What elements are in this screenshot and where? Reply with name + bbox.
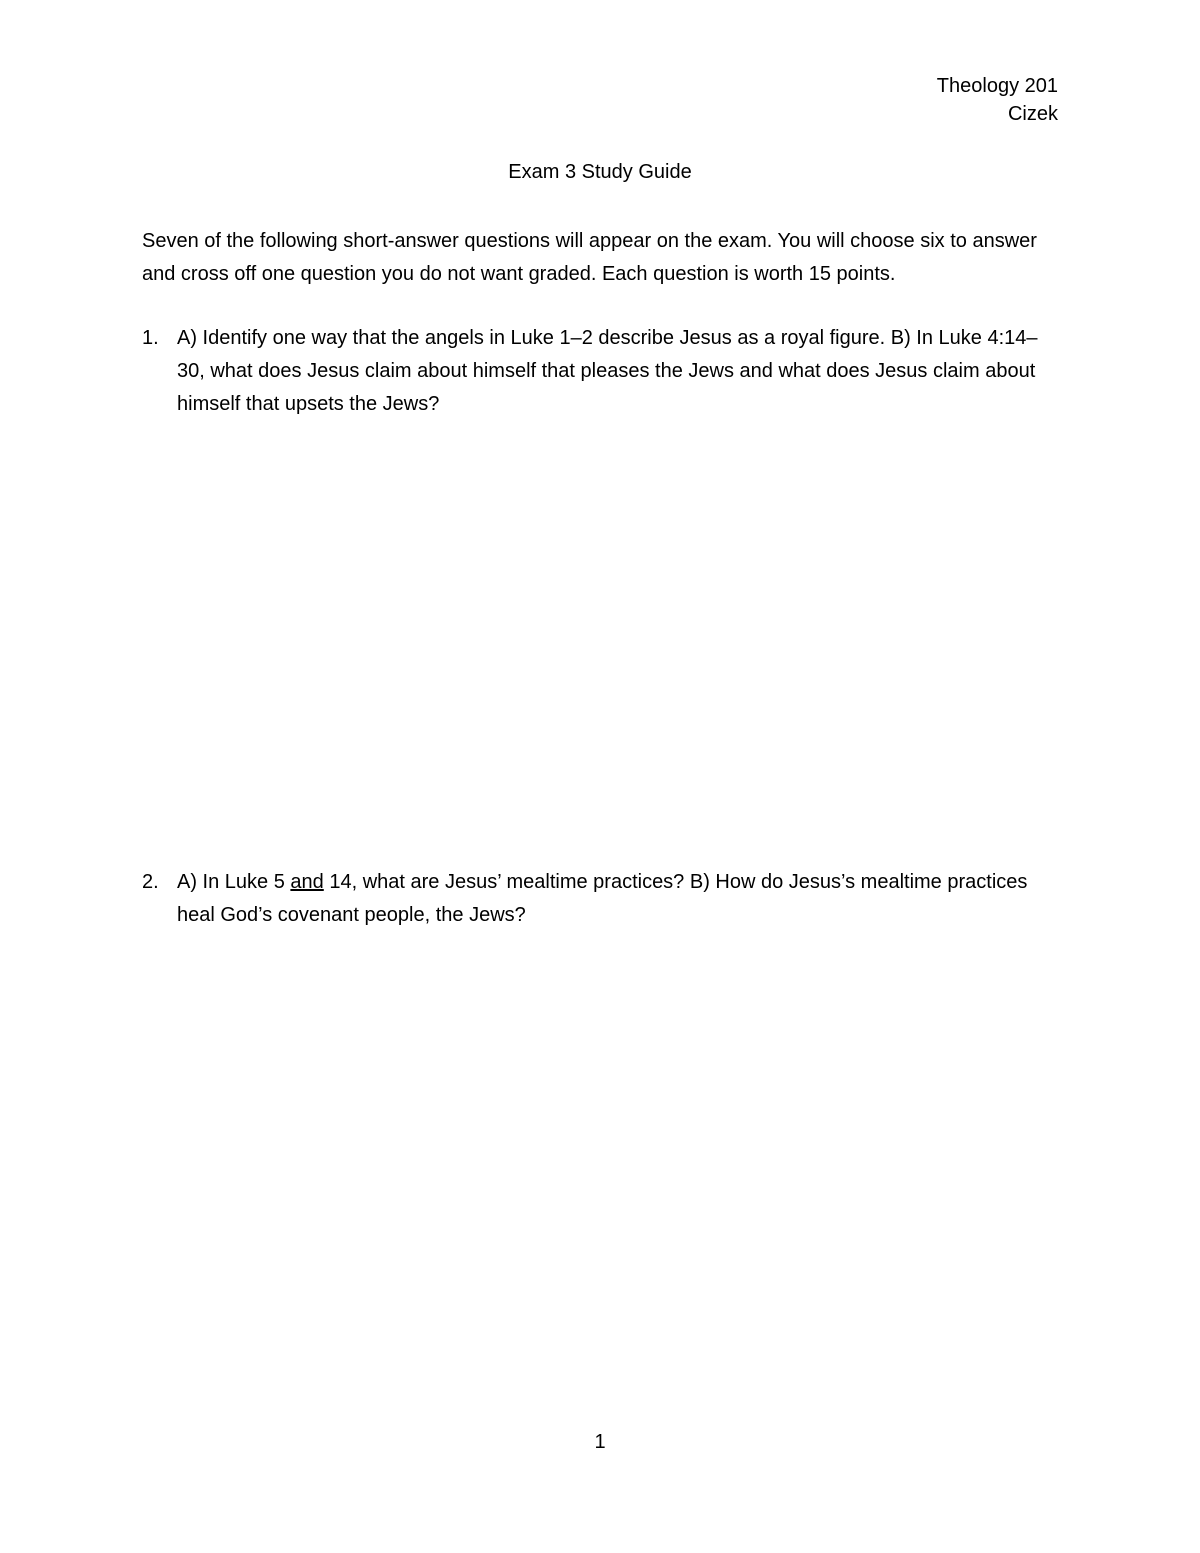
question-text xyxy=(177,866,1042,932)
question-1 xyxy=(142,322,1042,421)
question-text: A) Identify one way that the angels in Luke 1–2 describe Jesus as a royal figure. B) In Luke 4:14–30, what does Jesus claim about himself that pleases the Jews and what does Jesus claim about himself that upsets the Jews? xyxy=(177,327,1038,415)
question-2 xyxy=(142,866,1042,932)
instructor-name: Cizek xyxy=(1007,103,1058,125)
course-header xyxy=(937,72,1058,128)
course-name: Theology 201 xyxy=(936,75,1058,97)
underlined-word: and xyxy=(290,871,324,893)
question-text-part: 14, what are Jesus’ mealtime practices? B) How do Jesus’s mealtime practices heal God’s covenant people, the Jews? xyxy=(177,871,1028,926)
question-text-part: A) In Luke 5 xyxy=(177,871,291,893)
question-number: 2. xyxy=(142,871,159,893)
intro-paragraph: Seven of the following short-answer questions will appear on the exam. You will choose six to answer and cross off one question you do not want graded. Each question is worth 15 points. xyxy=(142,230,1037,285)
page-title: Exam 3 Study Guide xyxy=(508,161,692,183)
page-number: 1 xyxy=(594,1431,606,1453)
question-number: 1. xyxy=(142,327,159,349)
